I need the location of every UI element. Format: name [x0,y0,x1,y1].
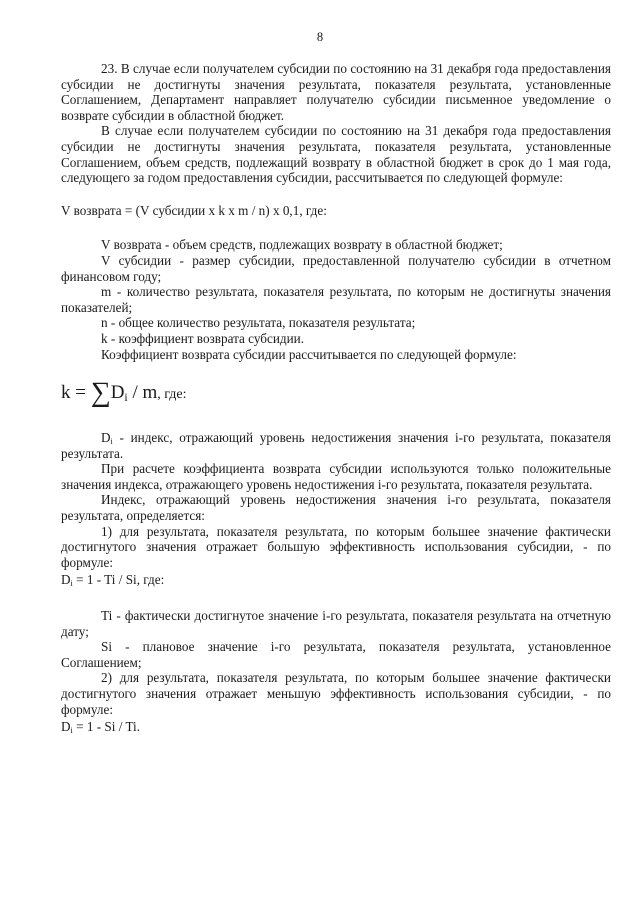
formula-di-2-subscript: i [70,726,73,736]
definition-v-subsidy: V субсидии - размер субсидии, предоставленной получателю субсидии в отчетном финансовом году; [61,252,611,284]
definition-di [61,430,611,461]
page-number: 8 [316,30,324,44]
formula-di-2-d: D [61,719,71,735]
formula-v-return: V возврата = (V субсидии х k х m / n) х 0,1, где: [61,202,327,218]
formula-k-lhs: k = [61,382,91,404]
paragraph-positive-only: При расчете коэффициента возврата субсидии используются только положительные значения индекса, отражающего уровень недостижения i-го результата, показателя результата. [61,461,611,492]
paragraph-case-1: 1) для результата, показателя результата, по которым большее значение фактически достигнутого значения отражает большую эффективность использования субсидии, - по формуле: [61,523,611,570]
definition-di-text: - индекс, отражающий уровень недостижения значения i-го результата, показателя результата. [61,430,611,461]
k-formula-intro: Коэффициент возврата субсидии рассчитывается по следующей формуле: [101,346,517,362]
definition-di-label: D [101,430,111,446]
definition-ti: Ti - фактически достигнутое значение i-го результата, показателя результата на отчетную дату; [61,608,611,639]
formula-di-1-rest: = 1 - Ti / Si, где: [72,572,165,588]
formula-di-1-subscript: i [70,579,73,589]
definition-v-return: V возврата - объем средств, подлежащих возврату в областной бюджет; [101,237,503,253]
document-body [61,61,611,735]
formula-k-d: D [110,382,125,404]
definition-m: m - количество результата, показателя результата, по которым не достигнуты значения показателей; [61,284,611,315]
formula-k-where: , где: [157,387,187,403]
formula-di-2-rest: = 1 - Si / Ti. [72,719,140,735]
definition-si: Si - плановое значение i-го результата, показателя результата, установленное Соглашением; [61,639,611,670]
sum-symbol: ∑ [90,377,111,409]
formula-di-case-2 [61,719,611,735]
definition-di-subscript: i [110,437,113,447]
paragraph-23: 23. В случае если получателем субсидии по состоянию на 31 декабря года предоставления субсидии не достигнуты значения результата, показателя результата, установленные Соглашением, Департамент направляет получателю субсидии письменное уведомление о возврате субсидии в областной бюджет. [61,61,611,123]
paragraph-index-determined: Индекс, отражающий уровень недостижения значения i-го результата, показателя результата, определяется: [61,492,611,524]
definition-k: k - коэффициент возврата субсидии. [101,330,304,346]
formula-k-rest: / m [127,382,158,404]
definition-n: n - общее количество результата, показателя результата; [101,315,416,331]
paragraph-case-2: 2) для результата, показателя результата, по которым большее значение фактически достигнутого значения отражает меньшую эффективность использования субсидии, - по формуле: [61,670,611,717]
formula-di-case-1 [61,572,611,588]
formula-k [61,377,611,408]
formula-di-1-d: D [61,572,71,588]
formula-k-subscript: i [124,391,128,405]
paragraph-return-volume: В случае если получателем субсидии по состоянию на 31 декабря года предоставления субсидии не достигнуты значения результата, показателя результата, установленные Соглашением, объем средств, подлежащий возврату в областной бюджет в срок до 1 мая года, следующего за годом предоставления субсидии, рассчитывается по следующей формуле: [61,123,611,186]
